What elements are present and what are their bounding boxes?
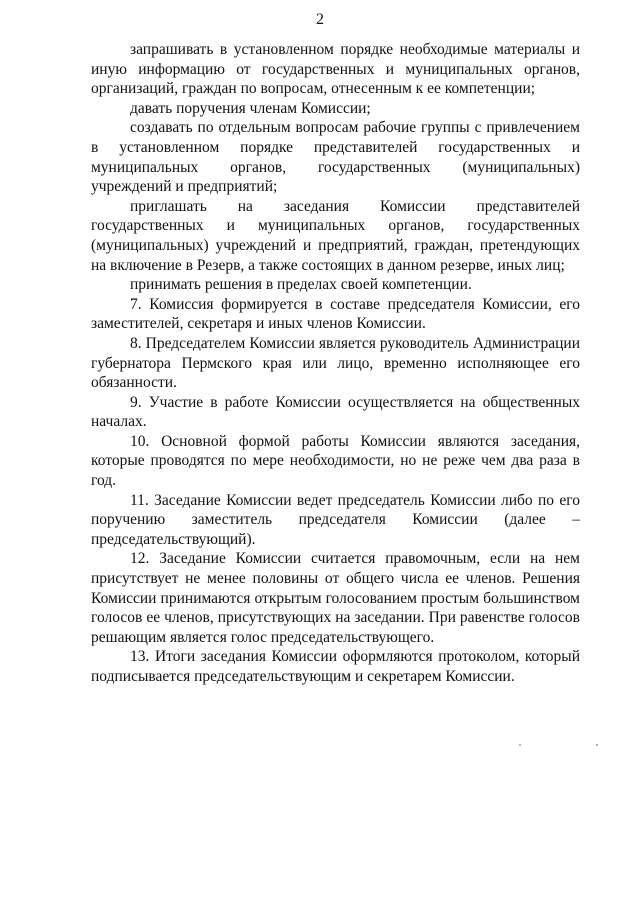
paragraph-item-11: 11. Заседание Комиссии ведет председатель Комиссии либо по его поручению заместитель председателя Комиссии (далее – председательствующий). — [91, 491, 580, 548]
scan-speck — [519, 744, 521, 746]
scan-speck — [596, 744, 598, 746]
document-body — [91, 40, 580, 687]
paragraph-invite-representatives: приглашать на заседания Комиссии представителей государственных и муниципальных органов, государственных (муниципальных) учреждений и предприятий, граждан, претендующих на включение в Резерв, а также состоящих в данном резерве, иных лиц; — [91, 197, 580, 274]
paragraph-item-7: 7. Комиссия формируется в составе председателя Комиссии, его заместителей, секретаря и иных членов Комиссии. — [91, 295, 580, 333]
paragraph-item-8: 8. Председателем Комиссии является руководитель Администрации губернатора Пермского края или лицо, временно исполняющее его обязанности. — [91, 334, 580, 392]
paragraph-item-9: 9. Участие в работе Комиссии осуществляется на общественных началах. — [91, 393, 580, 431]
paragraph-item-10: 10. Основной формой работы Комиссии являются заседания, которые проводятся по мере необходимости, но не реже чем два раза в год. — [91, 432, 580, 490]
paragraph-make-decisions: принимать решения в пределах своей компетенции. — [130, 276, 472, 294]
paragraph-item-13: 13. Итоги заседания Комиссии оформляются протоколом, который подписывается председательствующим и секретарем Комиссии. — [91, 648, 580, 685]
paragraph-request-materials: запрашивать в установленном порядке необходимые материалы и иную информацию от государственных и муниципальных органов, организаций, граждан по вопросам, отнесенным к ее компетенции; — [91, 41, 580, 98]
page-number: 2 — [316, 11, 324, 28]
paragraph-give-instructions: давать поручения членам Комиссии; — [130, 99, 371, 117]
paragraph-create-working-groups: создавать по отдельным вопросам рабочие группы с привлечением в установленном порядке представителей государственных и муниципальных органов, государственных (муниципальных) учреждений и предприятий; — [91, 119, 580, 196]
paragraph-item-12: 12. Заседание Комиссии считается правомочным, если на нем присутствует не менее половины от общего числа ее членов. Решения Комиссии принимаются открытым голосованием простым большинством голосов ее членов, присутствующих на заседании. При равенстве голосов решающим является голос председательствующего. — [91, 550, 580, 646]
